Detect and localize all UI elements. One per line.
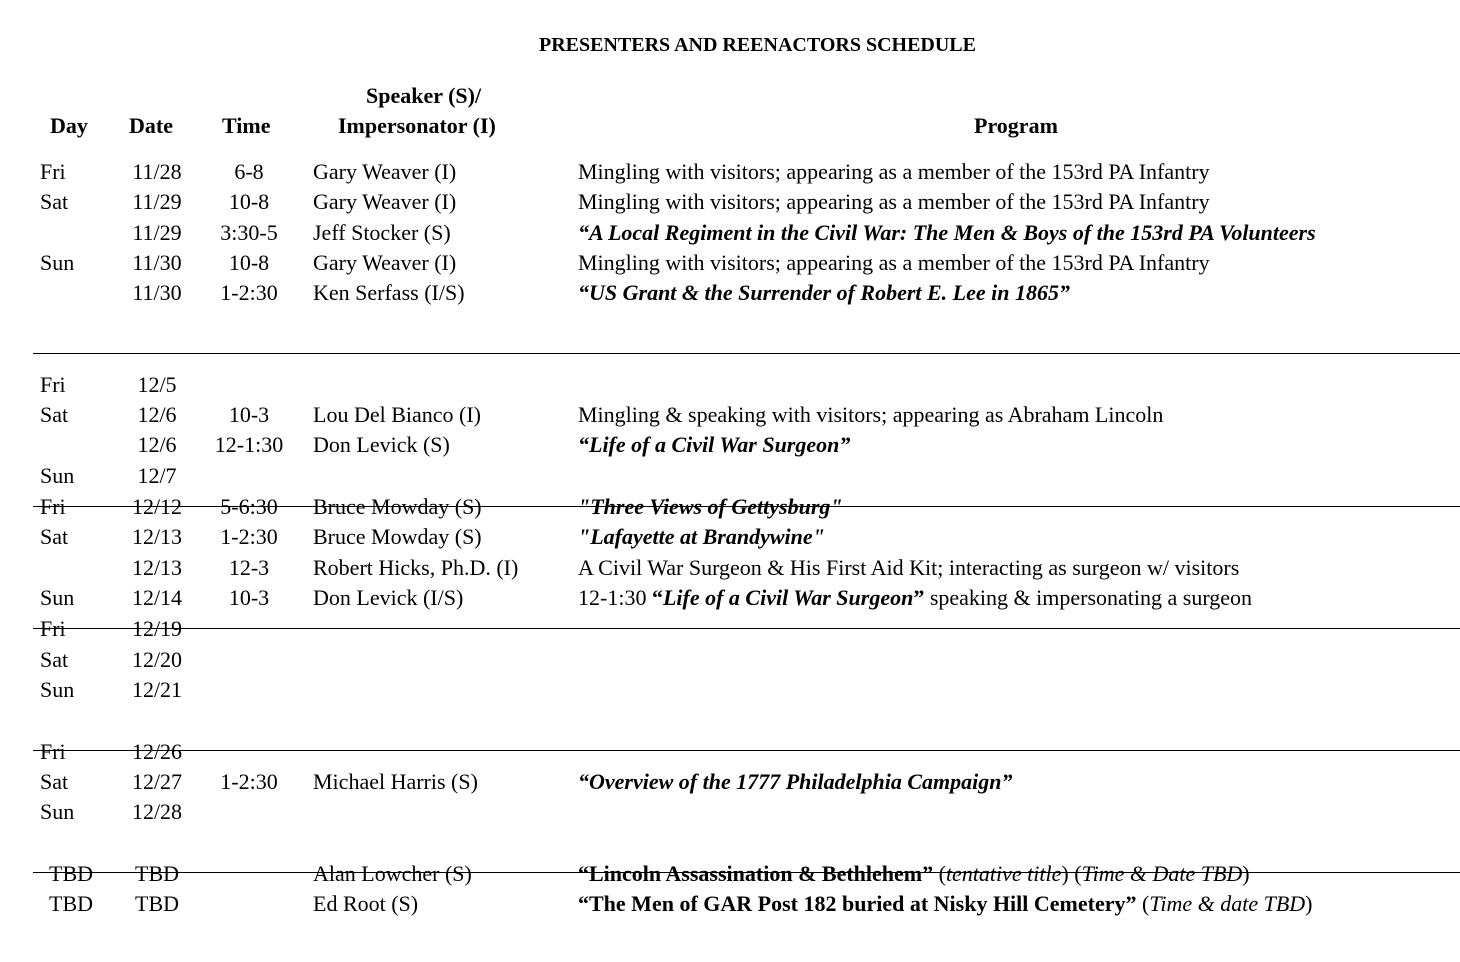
cell-program: A Civil War Surgeon & His First Aid Kit; interacting as surgeon w/ visitors <box>578 555 1240 580</box>
cell-day: Sun <box>40 799 75 824</box>
cell-date: 12/7 <box>137 463 177 488</box>
header-time: Time <box>222 113 271 138</box>
cell-day: Sat <box>40 647 69 672</box>
cell-speaker: Don Levick (I/S) <box>313 585 464 610</box>
table-row <box>0 218 1460 248</box>
page-title: PRESENTERS AND REENACTORS SCHEDULE <box>539 34 976 56</box>
cell-date: 12/20 <box>131 647 183 672</box>
cell-speaker: Ken Serfass (I/S) <box>313 280 465 305</box>
cell-time: 10-8 <box>228 189 270 214</box>
cell-program <box>578 859 1460 889</box>
program-text-part: Time & Date TBD <box>1081 861 1243 886</box>
header-day: Day <box>50 113 88 138</box>
header-program: Program <box>974 113 1058 138</box>
program-text-part: “ <box>651 585 663 610</box>
program-text-part: “The Men of GAR Post 182 buried at Nisky Hill Cemetery” <box>578 891 1137 916</box>
cell-speaker: Alan Lowcher (S) <box>313 861 472 886</box>
table-row <box>0 797 1460 827</box>
cell-speaker: Ed Root (S) <box>313 891 419 916</box>
cell-program: “US Grant & the Surrender of Robert E. Lee in 1865” <box>578 280 1070 305</box>
cell-date: 11/30 <box>132 250 182 275</box>
cell-speaker: Gary Weaver (I) <box>313 189 457 214</box>
table-row <box>0 583 1460 613</box>
cell-date: 12/12 <box>131 494 183 519</box>
cell-time: 1-2:30 <box>220 769 278 794</box>
table-row <box>0 889 1460 919</box>
cell-program: Mingling with visitors; appearing as a member of the 153rd PA Infantry <box>578 250 1210 275</box>
cell-time: 10-3 <box>228 585 270 610</box>
cell-speaker: Jeff Stocker (S) <box>313 220 451 245</box>
cell-day: Sat <box>40 769 69 794</box>
cell-day: Sun <box>40 677 75 702</box>
program-text-part: ) <box>1242 861 1250 886</box>
cell-time: 12-1:30 <box>214 432 284 457</box>
cell-program: Mingling with visitors; appearing as a member of the 153rd PA Infantry <box>578 159 1210 184</box>
cell-day: Fri <box>40 159 66 184</box>
cell-time: 3:30-5 <box>220 220 278 245</box>
cell-date: TBD <box>135 861 179 886</box>
cell-day: Sat <box>40 524 69 549</box>
cell-day: Sun <box>40 585 75 610</box>
cell-program: "Lafayette at Brandywine" <box>578 524 825 549</box>
cell-program: “A Local Regiment in the Civil War: The Men & Boys of the 153rd PA Volunteers <box>578 220 1316 245</box>
table-row <box>0 400 1460 430</box>
cell-date: 12/13 <box>131 555 183 580</box>
cell-date: 11/30 <box>132 280 182 305</box>
program-text-part: tentative title <box>945 861 1062 886</box>
cell-date: 12/14 <box>131 585 183 610</box>
table-row <box>0 430 1460 460</box>
program-text-part: ( <box>933 861 946 886</box>
header-speaker-line1: Speaker (S)/ <box>366 83 482 108</box>
cell-day: Sun <box>40 250 75 275</box>
cell-time: 12-3 <box>228 555 270 580</box>
cell-day: TBD <box>49 861 93 886</box>
cell-date: 12/13 <box>131 524 183 549</box>
cell-program: "Three Views of Gettysburg" <box>578 494 843 519</box>
table-row <box>0 278 1460 308</box>
cell-time: 10-8 <box>228 250 270 275</box>
program-text-part: speaking & impersonating a surgeon <box>924 585 1253 610</box>
cell-program: “Overview of the 1777 Philadelphia Campaign” <box>578 769 1013 794</box>
cell-date: 12/6 <box>137 432 177 457</box>
week-divider <box>33 353 1460 354</box>
table-row <box>0 522 1460 552</box>
table-row <box>0 859 1460 889</box>
table-row <box>0 492 1460 522</box>
table-row <box>0 187 1460 217</box>
cell-program: “Life of a Civil War Surgeon” <box>578 432 851 457</box>
cell-time: 1-2:30 <box>220 524 278 549</box>
cell-speaker: Gary Weaver (I) <box>313 159 457 184</box>
cell-day: Sat <box>40 189 69 214</box>
table-row <box>0 248 1460 278</box>
header-date: Date <box>129 113 173 138</box>
cell-speaker: Michael Harris (S) <box>313 769 478 794</box>
cell-date: 12/28 <box>131 799 183 824</box>
table-row <box>0 157 1460 187</box>
table-row <box>0 461 1460 491</box>
program-text-part: ) <box>1305 891 1313 916</box>
table-row <box>0 675 1460 705</box>
table-row <box>0 645 1460 675</box>
cell-date: 11/29 <box>132 220 182 245</box>
cell-time: 6-8 <box>234 159 264 184</box>
cell-speaker: Robert Hicks, Ph.D. (I) <box>313 555 519 580</box>
cell-speaker: Don Levick (S) <box>313 432 450 457</box>
cell-date: 12/21 <box>131 677 183 702</box>
cell-date: 12/27 <box>131 769 183 794</box>
cell-time: 10-3 <box>228 402 270 427</box>
cell-date: 11/29 <box>132 189 182 214</box>
cell-time: 5-6:30 <box>220 494 278 519</box>
cell-date: 11/28 <box>132 159 182 184</box>
cell-program <box>578 583 1460 613</box>
cell-program: Mingling & speaking with visitors; appearing as Abraham Lincoln <box>578 402 1164 427</box>
table-row <box>0 767 1460 797</box>
cell-date: 12/6 <box>137 402 177 427</box>
cell-speaker: Gary Weaver (I) <box>313 250 457 275</box>
cell-day: TBD <box>49 891 93 916</box>
program-text-part: Life of a Civil War Surgeon <box>662 585 914 610</box>
cell-time: 1-2:30 <box>220 280 278 305</box>
program-text-part: Time & date TBD <box>1149 891 1306 916</box>
cell-date: 12/26 <box>131 739 183 764</box>
cell-date: TBD <box>135 891 179 916</box>
program-text-part: ” <box>913 585 925 610</box>
cell-speaker: Bruce Mowday (S) <box>313 524 482 549</box>
program-text-part: “Lincoln Assassination & Bethlehem” <box>578 861 934 886</box>
cell-day: Fri <box>40 739 66 764</box>
header-speaker-line2: Impersonator (I) <box>338 113 496 138</box>
program-text-part: ( <box>1136 891 1150 916</box>
cell-program: Mingling with visitors; appearing as a member of the 153rd PA Infantry <box>578 189 1210 214</box>
program-text-part: ) ( <box>1061 861 1082 886</box>
cell-date: 12/5 <box>137 372 177 397</box>
cell-speaker: Lou Del Bianco (I) <box>313 402 481 427</box>
table-row <box>0 370 1460 400</box>
cell-speaker: Bruce Mowday (S) <box>313 494 482 519</box>
cell-program <box>578 889 1460 919</box>
table-row <box>0 553 1460 583</box>
cell-day: Fri <box>40 372 66 397</box>
cell-day: Fri <box>40 494 66 519</box>
program-text-part: 12-1:30 <box>578 585 652 610</box>
cell-day: Sun <box>40 463 75 488</box>
cell-day: Sat <box>40 402 69 427</box>
cell-date: 12/19 <box>131 616 183 641</box>
table-row <box>0 614 1460 644</box>
cell-day: Fri <box>40 616 66 641</box>
table-row <box>0 737 1460 767</box>
